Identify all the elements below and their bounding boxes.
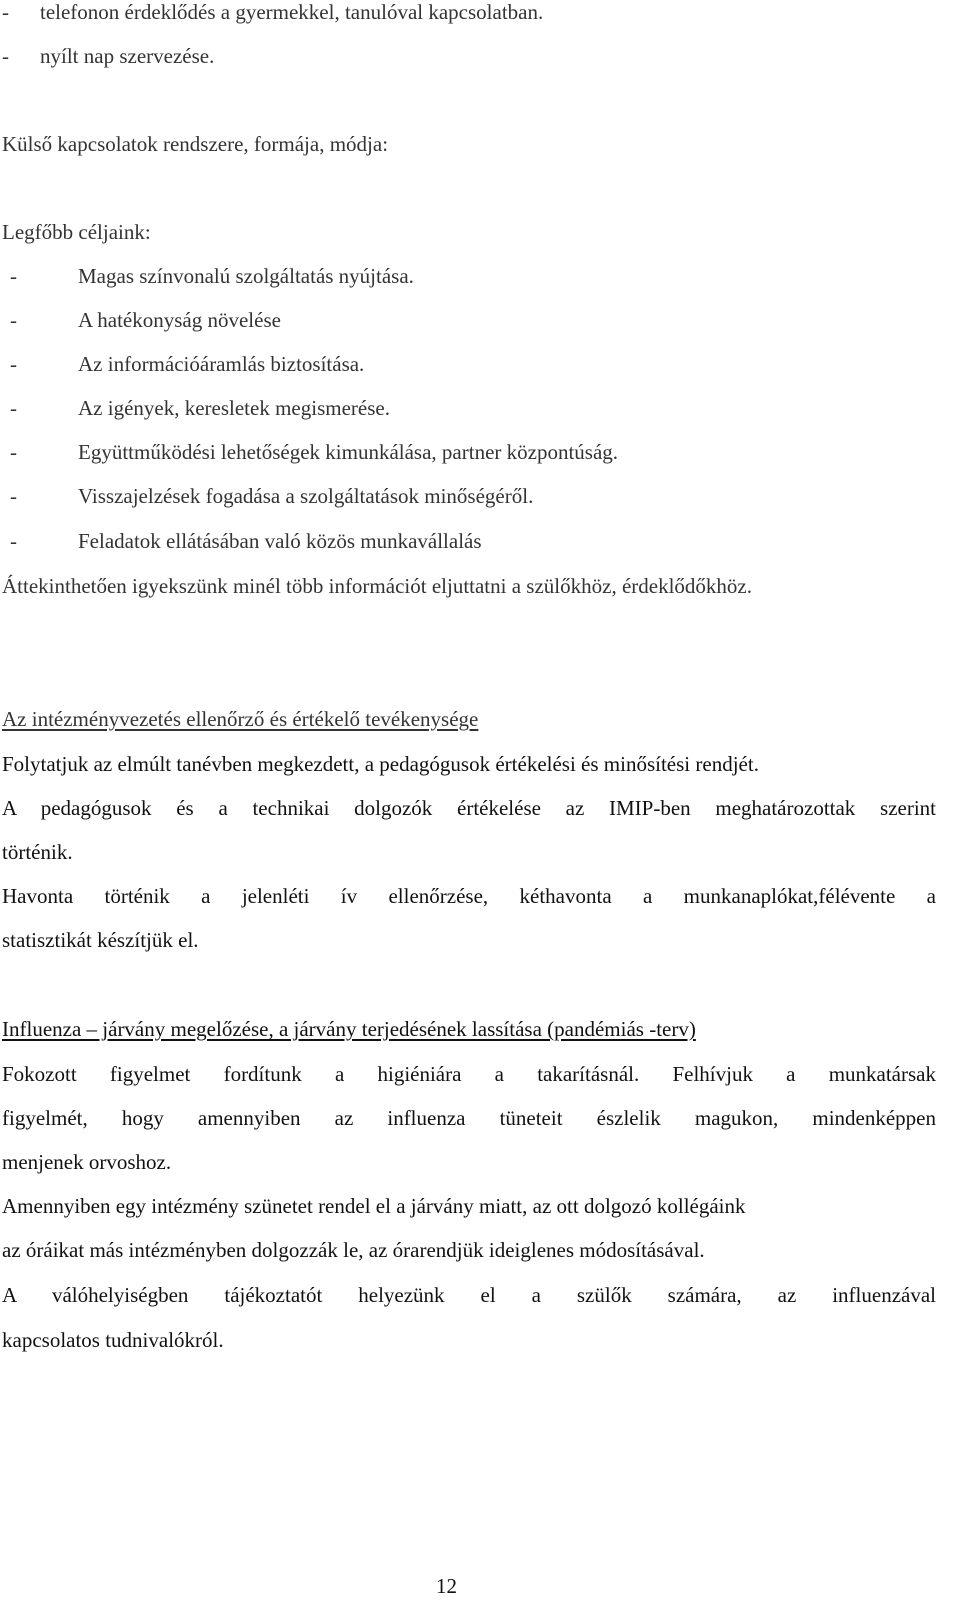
list-dash: - — [10, 440, 17, 464]
list-dash: - — [10, 264, 17, 288]
paragraph-line: A pedagógusok és a technikai dolgozók értékelése az IMIP-ben meghatározottak szerint — [2, 796, 936, 820]
paragraph-line: Fokozott figyelmet fordítunk a higiéniára a takarításnál. Felhívjuk a munkatársak — [2, 1062, 936, 1086]
list-item: Együttműködési lehetőségek kimunkálása, partner központúság. — [78, 440, 619, 464]
list-dash: - — [10, 352, 17, 376]
paragraph-line: kapcsolatos tudnivalókról. — [2, 1328, 224, 1352]
list-item: telefonon érdeklődés a gyermekkel, tanulóval kapcsolatban. — [40, 0, 544, 24]
paragraph-line: A válóhelyiségben tájékoztatót helyezünk el a szülők számára, az influenzával — [2, 1283, 936, 1307]
list-item: Magas színvonalú szolgáltatás nyújtása. — [78, 264, 414, 288]
goals-heading: Legfőbb céljaink: — [2, 220, 151, 244]
paragraph-line: az óráikat más intézményben dolgozzák le, az órarendjük ideiglenes módosításával. — [2, 1238, 705, 1262]
list-item: nyílt nap szervezése. — [40, 44, 215, 68]
paragraph-line: Amennyiben egy intézmény szünetet rendel el a járvány miatt, az ott dolgozó kollégáink — [2, 1194, 746, 1218]
list-dash: - — [2, 0, 9, 24]
list-item: Az információáramlás biztosítása. — [78, 352, 365, 376]
paragraph-line: Havonta történik a jelenléti ív ellenőrzése, kéthavonta a munkanaplókat,félévente a — [2, 884, 936, 908]
list-item: Az igények, keresletek megismerése. — [78, 396, 390, 420]
overview-paragraph: Áttekinthetően igyekszünk minél több információt eljuttatni a szülőkhöz, érdeklődőkhöz. — [2, 574, 752, 598]
paragraph-line: figyelmét, hogy amennyiben az influenza tüneteit észlelik magukon, mindenképpen — [2, 1106, 936, 1130]
list-dash: - — [10, 484, 17, 508]
paragraph-line: Folytatjuk az elmúlt tanévben megkezdett, a pedagógusok értékelési és minősítési rendjét. — [2, 752, 759, 776]
list-item: A hatékonyság növelése — [78, 308, 281, 332]
external-relations-heading: Külső kapcsolatok rendszere, formája, módja: — [2, 132, 389, 156]
list-dash: - — [2, 44, 9, 68]
list-dash: - — [10, 529, 17, 553]
list-item: Visszajelzések fogadása a szolgáltatások minőségéről. — [78, 484, 534, 508]
list-dash: - — [10, 396, 17, 420]
paragraph-line: történik. — [2, 840, 73, 864]
list-dash: - — [10, 308, 17, 332]
paragraph-line: menjenek orvoshoz. — [2, 1150, 172, 1174]
page-number: 12 — [436, 1574, 457, 1598]
list-item: Feladatok ellátásában való közös munkavállalás — [78, 529, 482, 553]
section-heading-influenza: Influenza – járvány megelőzése, a járvány terjedésének lassítása (pandémiás -terv) — [2, 1017, 696, 1041]
paragraph-line: statisztikát készítjük el. — [2, 928, 199, 952]
section-heading-evaluation: Az intézményvezetés ellenőrző és értékelő tevékenysége — [2, 707, 479, 731]
